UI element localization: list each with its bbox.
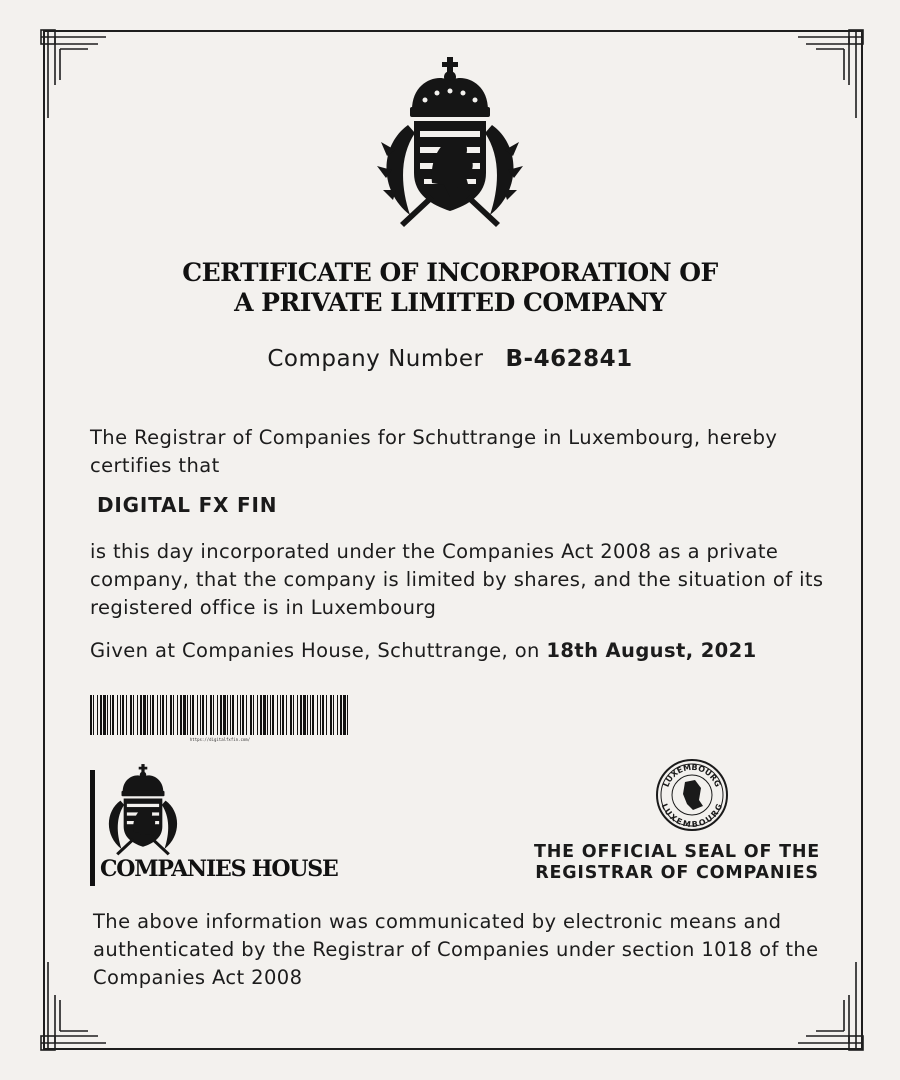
- title-line-1: CERTIFICATE OF INCORPORATION OF: [182, 258, 718, 287]
- company-number-label: Company Number: [267, 346, 484, 372]
- seal-caption-line-2: REGISTRAR OF COMPANIES: [535, 863, 819, 883]
- seal-caption-line-1: THE OFFICIAL SEAL OF THE: [533, 842, 821, 862]
- given-at-text: [90, 637, 830, 665]
- seal-text-bottom: LUXEMBOURG: [659, 802, 725, 830]
- company-name: DIGITAL FX FIN: [97, 493, 278, 517]
- incorporation-date: 18th August, 2021: [546, 639, 757, 662]
- ornamental-corner-icon: [38, 25, 108, 120]
- ornamental-corner-icon: [796, 25, 866, 120]
- certificate-title: [100, 258, 800, 318]
- registrar-intro-text: The Registrar of Companies for Schuttrange in Luxembourg, hereby certifies that: [90, 426, 778, 477]
- seal-text-top: LUXEMBOURG: [661, 762, 723, 789]
- companies-house-label: COMPANIES HOUSE: [100, 856, 338, 882]
- companies-house-divider: [90, 770, 95, 886]
- company-number-row: [100, 346, 800, 372]
- authentication-footer-text: The above information was communicated by electronic means and authenticated by the Registrar of Companies under section 1018 of the Companies Act 2008: [93, 910, 819, 989]
- incorporation-body-text: is this day incorporated under the Companies Act 2008 as a private company, that the company is limited by shares, and the situation of its registered office is in Luxembourg: [90, 540, 824, 619]
- royal-crest-icon: [100, 763, 186, 857]
- luxembourg-seal-icon: [655, 758, 729, 832]
- company-number-value: B-462841: [505, 346, 633, 372]
- barcode-url: https://digitalfxfin.com/: [189, 737, 251, 742]
- royal-crest-icon: [370, 55, 530, 230]
- title-line-2: A PRIVATE LIMITED COMPANY: [234, 288, 666, 317]
- barcode-icon: [90, 695, 350, 735]
- seal-caption: [520, 842, 834, 884]
- given-at-label: Given at Companies House, Schuttrange, on: [90, 639, 547, 662]
